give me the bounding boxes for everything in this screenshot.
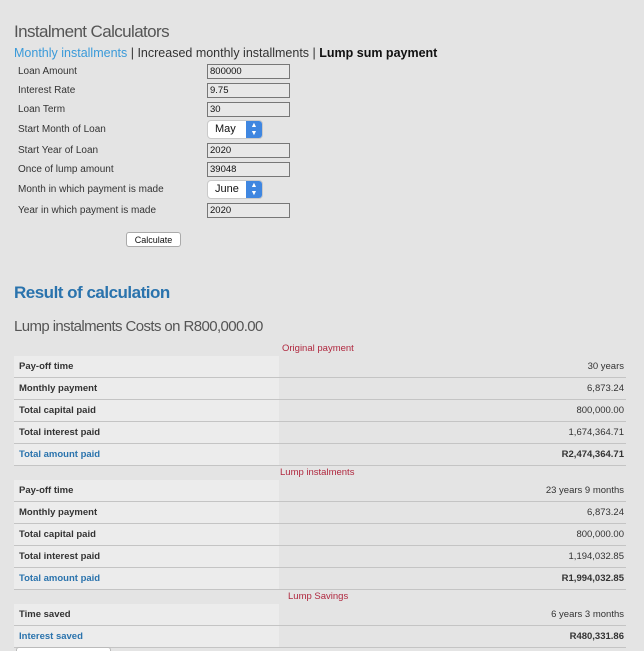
section-title-lump: Lump instalments: [280, 467, 355, 478]
loan-term-row: [18, 102, 318, 118]
row-label: Interest saved: [14, 626, 279, 647]
table-row: [14, 546, 626, 568]
table-row: [14, 356, 626, 378]
start-year-row: [18, 143, 318, 159]
tab-lump-sum-payment[interactable]: Lump sum payment: [319, 46, 438, 60]
start-month-label: Start Month of Loan: [18, 124, 106, 135]
table-row: [14, 422, 626, 444]
payment-year-row: [18, 203, 318, 219]
row-value: R480,331.86: [569, 631, 624, 642]
tab-separator: |: [127, 46, 138, 60]
table-row-total: [14, 444, 626, 466]
row-label: Pay-off time: [14, 480, 279, 501]
row-label: Total capital paid: [14, 524, 279, 545]
row-value: R2,474,364.71: [561, 449, 624, 460]
section-title-savings: Lump Savings: [288, 591, 349, 602]
table-row-total: [14, 568, 626, 590]
table-row: [14, 378, 626, 400]
loan-amount-row: [18, 64, 318, 80]
row-label: Monthly payment: [14, 502, 279, 523]
payment-month-label: Month in which payment is made: [18, 184, 164, 195]
start-year-label: Start Year of Loan: [18, 145, 99, 156]
tab-monthly-installments[interactable]: Monthly installments: [14, 46, 128, 60]
table-row-total: [14, 626, 626, 648]
tab-separator: |: [309, 46, 320, 60]
row-label: Total capital paid: [14, 400, 279, 421]
row-value: 6,873.24: [587, 507, 624, 518]
row-value: 30 years: [587, 361, 624, 372]
lump-savings-table: [14, 604, 626, 648]
section-title-original: Original payment: [282, 343, 354, 354]
lump-instalments-table: [14, 480, 626, 590]
table-row: [14, 502, 626, 524]
payment-month-row: [18, 182, 318, 198]
payment-month-value: June: [215, 183, 239, 195]
table-row: [14, 480, 626, 502]
updown-chevron-icon: ▲ ▼: [246, 181, 262, 198]
tab-increased-monthly-installments[interactable]: Increased monthly installments: [137, 46, 310, 60]
calculator-tabs: [14, 46, 437, 60]
row-value: R1,994,032.85: [561, 573, 624, 584]
payment-month-select[interactable]: [207, 180, 263, 199]
payment-year-input[interactable]: [207, 203, 290, 218]
interest-rate-label: Interest Rate: [18, 85, 76, 96]
start-month-row: [18, 122, 318, 138]
original-payment-table: [14, 356, 626, 466]
row-value: 800,000.00: [576, 529, 624, 540]
table-row: [14, 604, 626, 626]
row-label: Total interest paid: [14, 422, 279, 443]
page-title: Instalment Calculators: [14, 22, 169, 41]
loan-term-label: Loan Term: [18, 104, 66, 115]
lump-amount-row: [18, 162, 318, 178]
table-row: [14, 524, 626, 546]
calculate-button[interactable]: Calculate: [126, 232, 181, 247]
row-value: 23 years 9 months: [545, 485, 624, 496]
row-value: 1,194,032.85: [568, 551, 624, 562]
table-row: [14, 400, 626, 422]
interest-rate-row: [18, 83, 318, 99]
row-label: Total interest paid: [14, 546, 279, 567]
payment-year-label: Year in which payment is made: [18, 205, 157, 216]
partial-button[interactable]: [16, 647, 111, 651]
lump-amount-label: Once of lump amount: [18, 164, 114, 175]
row-value: 800,000.00: [576, 405, 624, 416]
row-label: Pay-off time: [14, 356, 279, 377]
updown-chevron-icon: ▲ ▼: [246, 121, 262, 138]
row-label: Total amount paid: [14, 444, 279, 465]
row-label: Time saved: [14, 604, 279, 625]
row-label: Monthly payment: [14, 378, 279, 399]
loan-amount-label: Loan Amount: [18, 66, 77, 77]
interest-rate-input[interactable]: [207, 83, 290, 98]
start-month-value: May: [215, 123, 236, 135]
start-month-select[interactable]: [207, 120, 263, 139]
row-value: 1,674,364.71: [568, 427, 624, 438]
result-subheading: Lump instalments Costs on R800,000.00: [14, 318, 263, 335]
start-year-input[interactable]: [207, 143, 290, 158]
result-heading: Result of calculation: [14, 283, 170, 302]
loan-term-input[interactable]: [207, 102, 290, 117]
lump-amount-input[interactable]: [207, 162, 290, 177]
loan-amount-input[interactable]: [207, 64, 290, 79]
row-value: 6,873.24: [587, 383, 624, 394]
row-value: 6 years 3 months: [551, 609, 624, 620]
row-label: Total amount paid: [14, 568, 279, 589]
